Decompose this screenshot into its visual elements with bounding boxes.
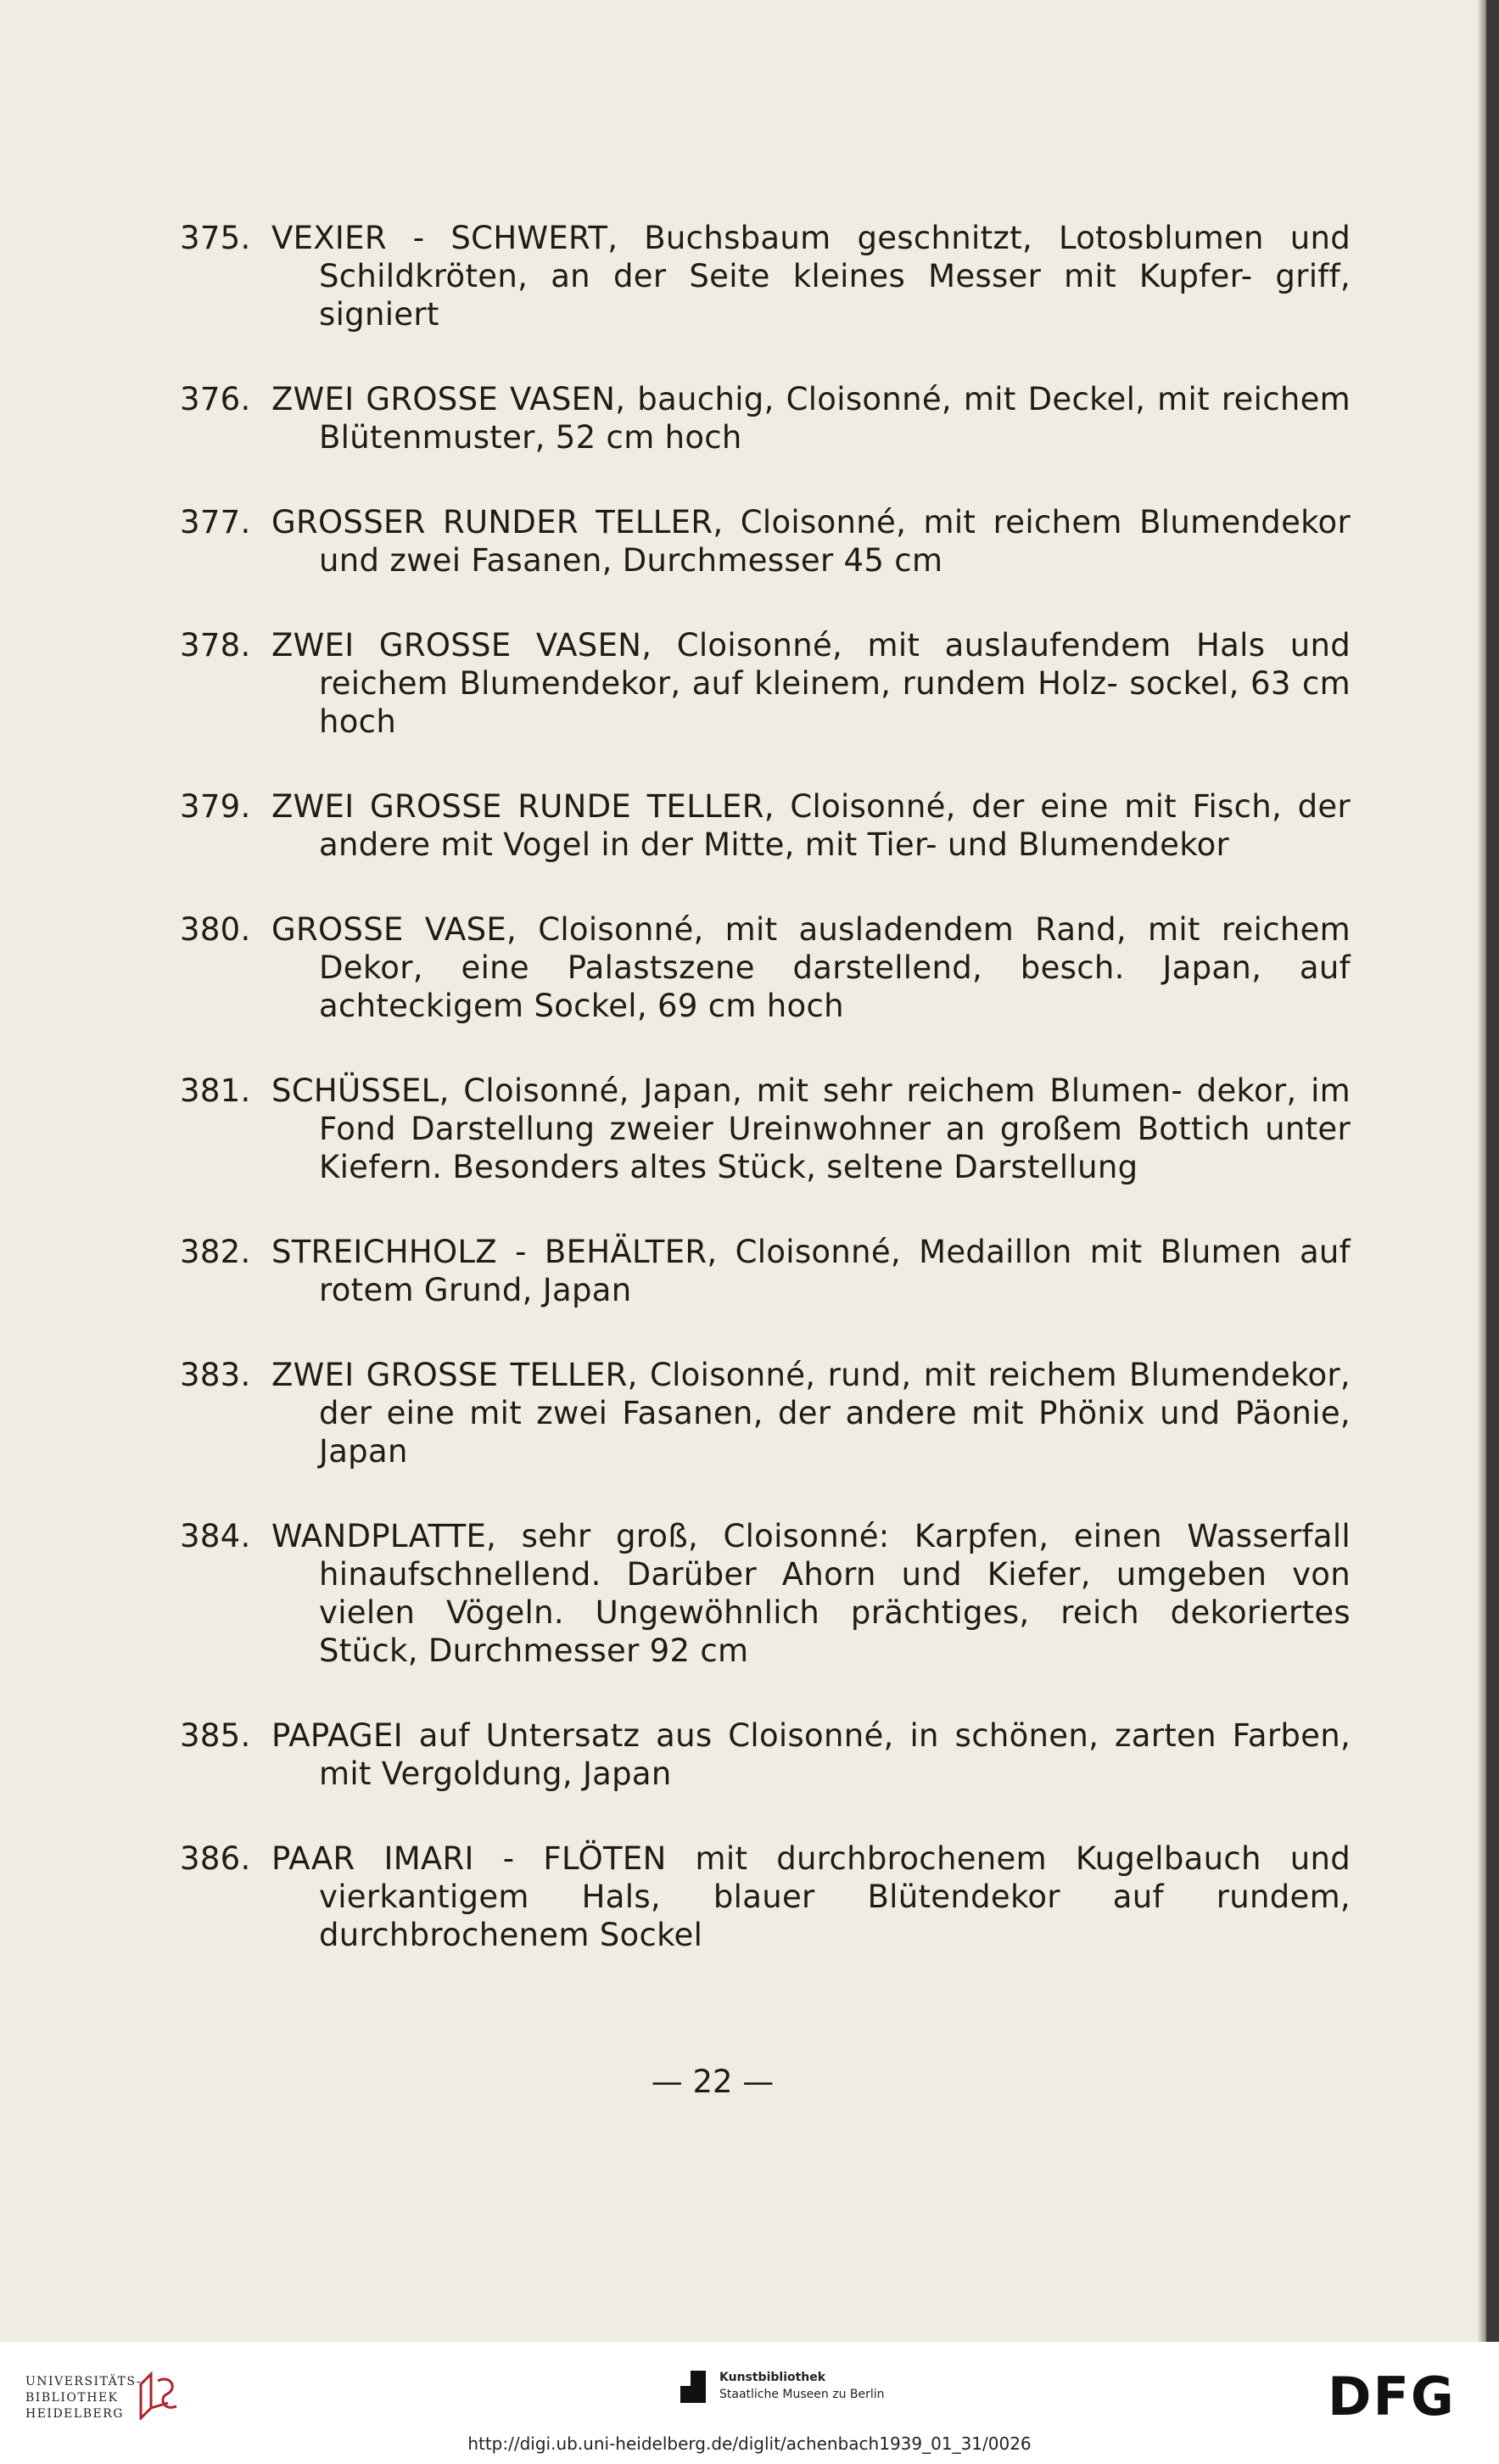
page-edge-shadow bbox=[1478, 0, 1486, 2342]
kunstbibliothek-wordmark bbox=[719, 2369, 885, 2403]
catalog-entry bbox=[180, 910, 1351, 1025]
catalog-entry bbox=[180, 1517, 1351, 1670]
entry-number: 383. bbox=[180, 1357, 251, 1393]
catalog-entry bbox=[180, 787, 1351, 864]
catalog-entry bbox=[180, 1233, 1351, 1309]
catalog-entry bbox=[180, 1840, 1351, 1954]
entry-description: PAPAGEI auf Untersatz aus Cloisonné, in schönen, zarten Farben, mit Vergoldung, Japan bbox=[271, 1717, 1351, 1792]
catalog-entry bbox=[180, 626, 1351, 741]
university-library-wordmark bbox=[25, 2374, 144, 2422]
catalog-entry bbox=[180, 1716, 1351, 1793]
catalog-entry bbox=[180, 1072, 1351, 1186]
entry-description: ZWEI GROSSE TELLER, Cloisonné, rund, mit reichem Blumendekor, der eine mit zwei Fasanen, der andere mit Phönix und Päonie, Japan bbox=[271, 1357, 1351, 1470]
university-line-3: HEIDELBERG bbox=[25, 2407, 124, 2421]
university-line-2: BIBLIOTHEK bbox=[25, 2391, 119, 2405]
source-url-link[interactable]: http://digi.ub.uni-heidelberg.de/diglit/achenbach1939_01_31/0026 bbox=[467, 2433, 1032, 2454]
entry-number: 384. bbox=[180, 1518, 251, 1554]
entry-number: 380. bbox=[180, 911, 251, 948]
entry-description: WANDPLATTE, sehr groß, Cloisonné: Karpfen, einen Wasserfall hinaufschnellend. Darüber Ahorn und Kiefer, umgeben von vielen Vögeln. Ungewöhnlich prächtiges, reich dekoriertes Stück, Durchmesser 92 cm bbox=[271, 1518, 1351, 1669]
entry-description: ZWEI GROSSE VASEN, bauchig, Cloisonné, mit Deckel, mit reichem Blütenmuster, 52 cm hoch bbox=[271, 381, 1351, 456]
entry-number: 381. bbox=[180, 1072, 251, 1109]
entry-number: 386. bbox=[180, 1840, 251, 1877]
scan-border bbox=[1486, 0, 1499, 2342]
catalog-entries bbox=[180, 219, 1351, 1954]
kunstbibliothek-name: Kunstbibliothek bbox=[719, 2371, 826, 2384]
entry-number: 376. bbox=[180, 381, 251, 417]
entry-number: 379. bbox=[180, 788, 251, 825]
kunstbibliothek-subtitle: Staatliche Museen zu Berlin bbox=[719, 2388, 885, 2401]
catalog-entry bbox=[180, 1356, 1351, 1470]
entry-number: 377. bbox=[180, 504, 251, 540]
catalog-entry bbox=[180, 219, 1351, 333]
catalog-entry bbox=[180, 380, 1351, 456]
entry-number: 382. bbox=[180, 1234, 251, 1270]
dfg-logo: DFG bbox=[1328, 2366, 1456, 2428]
entry-number: 375. bbox=[180, 220, 251, 256]
entry-description: PAAR IMARI - FLÖTEN mit durchbrochenem Kugelbauch und vierkantigem Hals, blauer Blütendekor auf rundem, durchbrochenem Sockel bbox=[271, 1840, 1351, 1953]
page-number: — 22 — bbox=[651, 2064, 775, 2100]
entry-description: STREICHHOLZ - BEHÄLTER, Cloisonné, Medaillon mit Blumen auf rotem Grund, Japan bbox=[271, 1234, 1351, 1308]
entry-description: ZWEI GROSSE VASEN, Cloisonné, mit auslaufendem Hals und reichem Blumendekor, auf kleinem, rundem Holz- sockel, 63 cm hoch bbox=[271, 627, 1351, 740]
entry-description: ZWEI GROSSE RUNDE TELLER, Cloisonné, der eine mit Fisch, der andere mit Vogel in der Mitte, mit Tier- und Blumendekor bbox=[271, 788, 1351, 863]
university-logo-icon bbox=[134, 2369, 182, 2420]
entry-description: SCHÜSSEL, Cloisonné, Japan, mit sehr reichem Blumen- dekor, im Fond Darstellung zweier Ureinwohner an großem Bottich unter Kiefern. Besonders altes Stück, seltene Darstellung bbox=[271, 1072, 1351, 1185]
entry-number: 378. bbox=[180, 627, 251, 664]
entry-description: VEXIER - SCHWERT, Buchsbaum geschnitzt, Lotosblumen und Schildkröten, an der Seite kleines Messer mit Kupfer- griff, signiert bbox=[271, 220, 1351, 333]
catalog-entry bbox=[180, 503, 1351, 580]
entry-number: 385. bbox=[180, 1717, 251, 1754]
entry-description: GROSSE VASE, Cloisonné, mit ausladendem Rand, mit reichem Dekor, eine Palastszene darstellend, besch. Japan, auf achteckigem Sockel, 69 cm hoch bbox=[271, 911, 1351, 1024]
university-line-1: UNIVERSITÄTS- bbox=[25, 2375, 143, 2388]
kunstbibliothek-logo-icon bbox=[679, 2367, 713, 2405]
entry-description: GROSSER RUNDER TELLER, Cloisonné, mit reichem Blumendekor und zwei Fasanen, Durchmesser 45 cm bbox=[271, 504, 1351, 579]
